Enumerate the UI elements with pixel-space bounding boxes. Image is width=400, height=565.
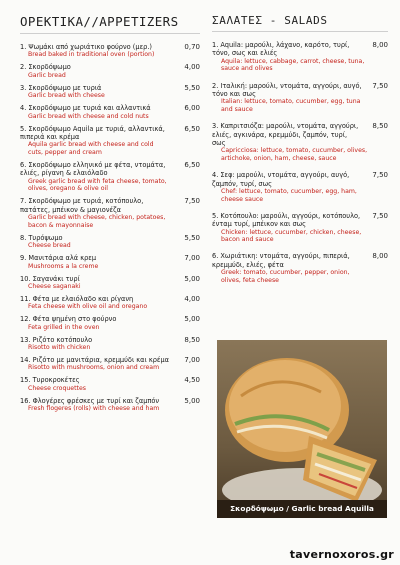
- item-name-english: Chef: lettuce, tomato, cucumber, egg, ham, cheese sauce: [221, 188, 357, 203]
- item-name-english: Feta grilled in the oven: [28, 323, 100, 331]
- garlic-bread-illustration: [217, 340, 387, 518]
- menu-item: [20, 315, 200, 331]
- menu-item: [20, 356, 200, 372]
- item-price: 5,50: [184, 83, 200, 92]
- appetizers-list: [20, 43, 200, 413]
- item-price: 8,50: [184, 335, 200, 344]
- item-name-english: Risotto with mushrooms, onion and cream: [28, 364, 160, 372]
- item-name-greek: 8. Τυρόψωμο: [20, 233, 63, 242]
- photo-caption: Σκορδόψωμο / Garlic bread Aquilla: [217, 500, 387, 518]
- item-price: 5,00: [184, 396, 200, 405]
- item-name-english: Garlic bread with cheese: [28, 92, 105, 100]
- appetizers-title: ΟΡΕΚΤΙΚΑ//APPETIZERS: [20, 14, 200, 34]
- item-price: 0,70: [184, 43, 200, 51]
- item-price: 5,50: [184, 233, 200, 242]
- item-name-english: Capricciosa: lettuce, tomato, cucumber, olives, artichoke, onion, ham, cheese, sauce: [221, 147, 368, 162]
- item-name-greek: 4. Σεφ: μαρούλι, ντομάτα, αγγούρι, αυγό, ζαμπόν, τυρί, σως: [212, 171, 350, 188]
- item-price: 5,00: [184, 274, 200, 283]
- item-price: 7,50: [184, 197, 200, 206]
- item-price: 6,00: [184, 104, 200, 113]
- item-price: 8,00: [372, 41, 388, 49]
- item-name-greek: 13. Ριζότο κοτόπουλο: [20, 335, 93, 344]
- item-name-english: Aquila: lettuce, cabbage, carrot, cheese, tuna, sauce and olives: [221, 57, 365, 73]
- item-name-english: Chicken: lettuce, cucumber, chicken, cheese, bacon and sauce: [221, 228, 362, 244]
- menu-item: [20, 376, 200, 392]
- item-name-greek: 3. Καπριτσιόζα: μαρούλι, ντομάτα, αγγούρι, ελιές, αγκινάρα, κρεμμύδι, ζαμπόν, τυρί, σως: [212, 122, 359, 147]
- menu-item: [20, 43, 200, 59]
- item-name-greek: 2. Σκορδόψωμο: [20, 63, 71, 72]
- menu-item: [20, 336, 200, 352]
- item-name-english: Feta cheese with olive oil and oregano: [28, 303, 148, 311]
- item-name-english: Greek garlic bread with feta cheese, tomato, olives, oregano & olive oil: [28, 177, 167, 193]
- item-price: 4,00: [184, 63, 200, 72]
- item-name-english: Aquila garlic bread with cheese and cold cuts, pepper and cream: [28, 141, 154, 156]
- menu-item: [20, 63, 200, 79]
- menu-item: [212, 171, 388, 203]
- item-price: 7,00: [184, 254, 200, 263]
- item-price: 4,50: [184, 376, 200, 385]
- menu-item: [20, 275, 200, 291]
- item-name-greek: 15. Τυροκροκέτες: [20, 376, 80, 385]
- menu-item: [212, 122, 388, 162]
- menu-item: [212, 252, 388, 284]
- item-name-english: Garlic bread with cheese and cold nuts: [28, 112, 149, 120]
- item-name-greek: 6. Σκορδόψωμο ελληνικό με φέτα, ντομάτα, ελιές, ρίγανη & ελαιόλαδο: [20, 160, 166, 178]
- menu-item: [20, 397, 200, 413]
- item-name-english: Cheese bread: [28, 242, 71, 250]
- item-name-greek: 12. Φέτα ψημένη στο φούρνο: [20, 315, 117, 324]
- item-price: 6,50: [184, 160, 200, 169]
- item-name-english: Italian: lettuce, tomato, cucumber, egg, tuna and sauce: [221, 98, 361, 113]
- website-watermark: tavernoxoros.gr: [289, 548, 394, 561]
- salads-column: [212, 14, 388, 293]
- menu-item: [212, 82, 388, 114]
- menu-item: [212, 212, 388, 244]
- menu-item: [20, 84, 200, 100]
- item-name-greek: 3. Σκορδόψωμο με τυριά: [20, 83, 102, 92]
- item-price: 8,00: [372, 252, 388, 261]
- item-name-english: Garlic bread with cheese, chicken, potatoes, bacon & mayonnaise: [28, 214, 166, 229]
- item-price: 7,50: [372, 211, 388, 220]
- menu-item: [20, 234, 200, 250]
- item-name-greek: 4. Σκορδόψωμο με τυριά και αλλαντικά: [20, 104, 151, 113]
- item-name-english: Risotto with chicken: [28, 344, 91, 352]
- item-price: 7,50: [372, 81, 388, 90]
- item-name-greek: 1. Ψωμάκι από χωριάτικο φούρνο (μερ.): [20, 43, 152, 51]
- item-name-greek: 14. Ριζότο με μανιτάρια, κρεμμύδι και κρέμα: [20, 356, 170, 365]
- item-name-english: Greek: tomato, cucumber, pepper, onion, olives, feta cheese: [221, 269, 350, 284]
- salads-list: [212, 41, 388, 284]
- appetizers-column: [20, 14, 200, 417]
- item-price: 6,50: [184, 124, 200, 133]
- menu-item: [20, 161, 200, 193]
- item-price: 7,50: [372, 171, 388, 180]
- item-name-english: Garlic bread: [28, 71, 66, 79]
- menu-item: [20, 104, 200, 120]
- menu-item: [20, 197, 200, 229]
- menu-item: [20, 254, 200, 270]
- item-name-english: Cheese saganaki: [28, 282, 81, 290]
- garlic-bread-photo: [217, 340, 387, 518]
- item-name-greek: 5. Σκορδόψωμο Aquila με τυριά, αλλαντικά, πιπεριά και κρέμα: [20, 124, 165, 141]
- item-name-greek: 6. Χωριάτικη: ντομάτα, αγγούρι, πιπεριά, κρεμμύδι, ελιές, φέτα: [212, 252, 350, 269]
- item-name-english: Fresh flogeres (rolls) with cheese and ham: [28, 405, 160, 413]
- item-name-greek: 16. Φλογέρες φρέσκες με τυρί και ζαμπόν: [20, 396, 160, 405]
- item-name-greek: 10. Σαγανάκι τυρί: [20, 274, 80, 283]
- item-name-english: Mushrooms a la creme: [28, 262, 99, 270]
- item-name-greek: 1. Aquila: μαρούλι, λάχανο, καρότο, τυρί, τόνο, σως και ελιές: [212, 41, 350, 58]
- item-price: 4,00: [184, 294, 200, 303]
- item-name-greek: 11. Φέτα με ελαιόλαδο και ρίγανη: [20, 294, 134, 303]
- item-name-greek: 2. Ιταλική: μαρούλι, ντομάτα, αγγούρι, αυγό, τόνο και σως: [212, 81, 362, 98]
- menu-item: [20, 295, 200, 311]
- item-name-english: Cheese croquettes: [28, 384, 86, 392]
- item-price: 8,50: [372, 122, 388, 131]
- menu-item: [212, 41, 388, 73]
- item-name-english: Bread baked in traditional oven (portion): [28, 51, 155, 59]
- item-price: 5,00: [184, 315, 200, 324]
- item-name-greek: 5. Κοτόπουλο: μαρούλι, αγγούρι, κοτόπουλο, ένταμ τυρί, μπέικον και σως: [212, 211, 361, 229]
- salads-title: ΣΑΛΑΤΕΣ - SALADS: [212, 14, 388, 32]
- item-name-greek: 7. Σκορδόψωμο με τυριά, κοτόπουλο, πατάτες, μπέικον & μαγιονέζα: [20, 197, 144, 214]
- item-price: 7,00: [184, 356, 200, 365]
- menu-item: [20, 125, 200, 157]
- item-name-greek: 9. Μανιτάρια αλά κρεμ: [20, 254, 97, 263]
